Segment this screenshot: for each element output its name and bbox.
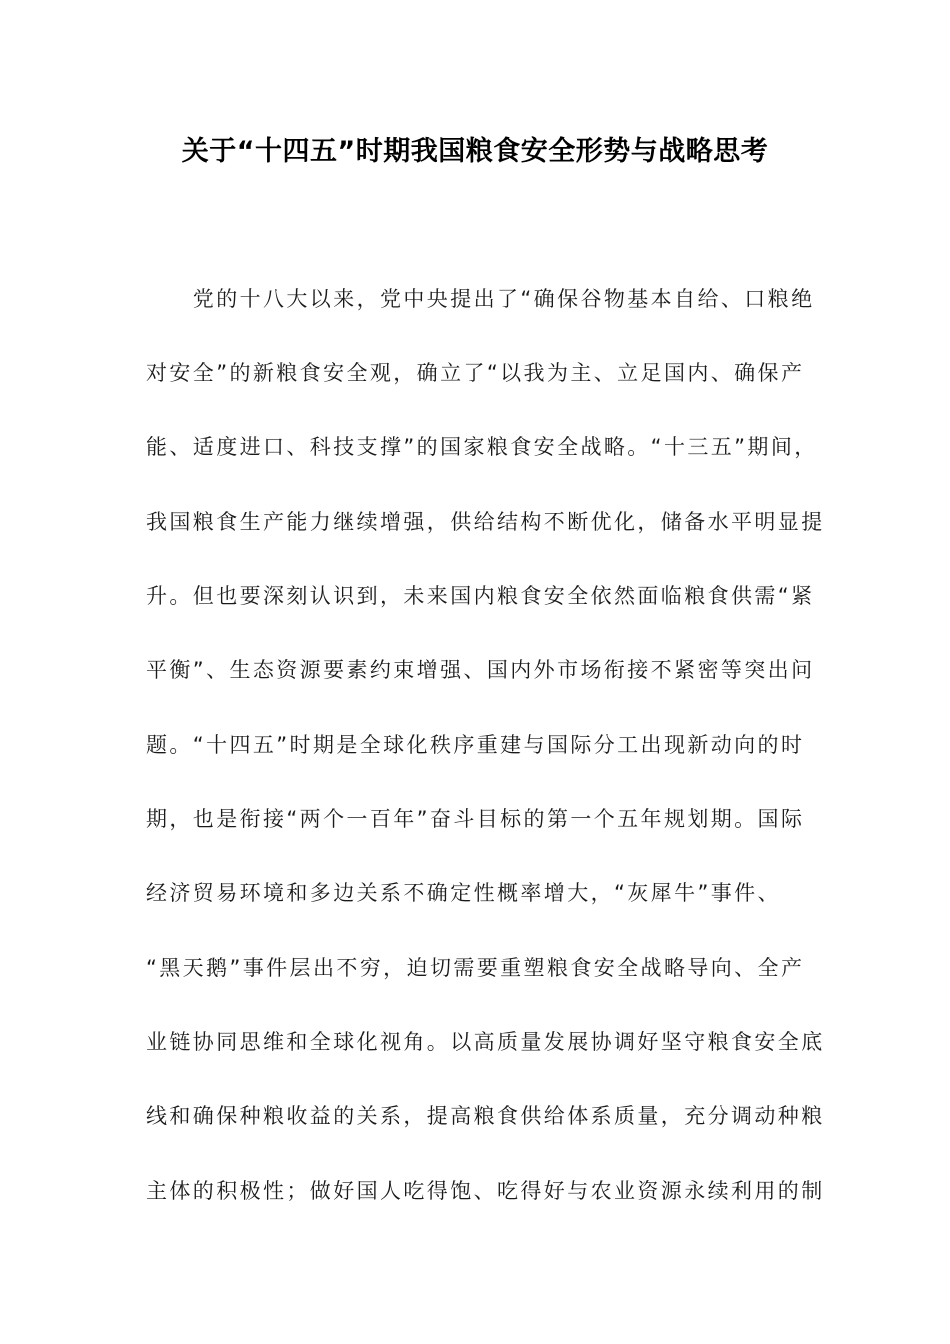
document-title: 关于“十四五”时期我国粮食安全形势与战略思考 [181, 136, 769, 167]
paragraph-line: 平衡”、生态资源要素约束增强、国内外市场衔接不紧密等突出问 [146, 658, 815, 682]
paragraph-line: 主体的积极性；做好国人吃得饱、吃得好与农业资源永续利用的制 [146, 1179, 825, 1203]
paragraph-line: “黑天鹅”事件层出不穷，迫切需要重塑粮食安全战略导向、全产 [146, 956, 805, 980]
paragraph-line: 对安全”的新粮食安全观，确立了“以我为主、立足国内、确保产 [146, 361, 805, 385]
paragraph-line: 党的十八大以来，党中央提出了“确保谷物基本自给、口粮绝 [146, 287, 815, 311]
paragraph-line: 业链协同思维和全球化视角。以高质量发展协调好坚守粮食安全底 [146, 1030, 825, 1054]
paragraph-line: 升。但也要深刻认识到，未来国内粮食安全依然面临粮食供需“紧 [146, 584, 815, 608]
paragraph-line: 线和确保种粮收益的关系，提高粮食供给体系质量，充分调动种粮 [146, 1104, 825, 1128]
paragraph-line: 能、适度进口、科技支撑”的国家粮食安全战略。“十三五”期间， [146, 435, 818, 459]
paragraph-line: 期，也是衔接“两个一百年”奋斗目标的第一个五年规划期。国际 [146, 807, 805, 831]
paragraph-line: 经济贸易环境和多边关系不确定性概率增大，“灰犀牛”事件、 [146, 881, 781, 905]
paragraph-line: 我国粮食生产能力继续增强，供给结构不断优化，储备水平明显提 [146, 510, 825, 534]
paragraph-line: 题。“十四五”时期是全球化秩序重建与国际分工出现新动向的时 [146, 733, 805, 757]
